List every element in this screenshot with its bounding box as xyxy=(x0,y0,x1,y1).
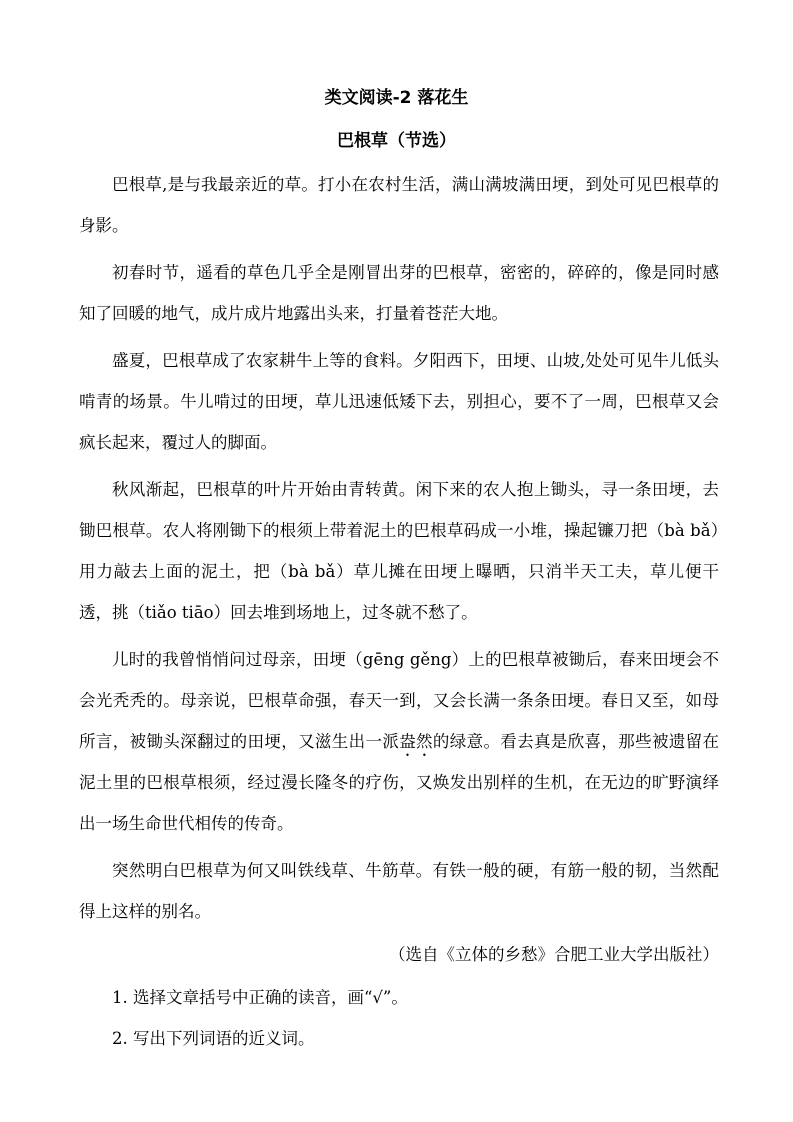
question-1: 1. 选择文章括号中正确的读音，画“√”。 xyxy=(112,988,408,1007)
paragraph-5 xyxy=(79,639,719,844)
paragraph-2: 初春时节，遥看的草色几乎全是刚冒出芽的巴根草，密密的，碎碎的，像是同时感知了回暖的地气，成片成片地露出头来，打量着苍茫大地。 xyxy=(79,263,719,323)
article-title: 巴根草（节选） xyxy=(337,131,456,151)
emphasized-word: 盎然 xyxy=(399,732,433,751)
question-2: 2. 写出下列词语的近义词。 xyxy=(112,1029,315,1048)
article-body xyxy=(79,164,719,1059)
paragraph-6: 突然明白巴根草为何又叫铁线草、牛筋草。有铁一般的硬，有筋一般的韧，当然配得上这样的别名。 xyxy=(79,861,719,921)
page-title: 类文阅读-2 落花生 xyxy=(324,88,469,108)
paragraph-4: 秋风渐起，巴根草的叶片开始由青转黄。闲下来的农人抱上锄头，寻一条田埂，去锄巴根草。农人将刚锄下的根须上带着泥土的巴根草码成一小堆，操起镰刀把（bà bǎ）用力敲去上面的泥土，把（bà bǎ）草儿摊在田埂上曝晒，只消半天工夫，草儿便干透，挑（tiǎo tiāo）回去堆到场地上，过冬就不愁了。 xyxy=(79,480,719,622)
paragraph-5-part-2: 的绿意。看去真是欣喜，那些被遗留在泥土里的巴根草根须，经过漫长隆冬的疗伤，又焕发出别样的生机，在无边的旷野演绎出一场生命世代相传的传奇。 xyxy=(79,732,720,833)
paragraph-1: 巴根草,是与我最亲近的草。打小在农村生活，满山满坡满田埂，到处可见巴根草的身影。 xyxy=(79,175,719,235)
source-citation: （选自《立体的乡愁》合肥工业大学出版社） xyxy=(389,945,719,964)
paragraph-3: 盛夏，巴根草成了农家耕牛上等的食料。夕阳西下，田埂、山坡,处处可见牛儿低头啃青的场景。牛儿啃过的田埂，草儿迅速低矮下去，别担心，要不了一周，巴根草又会疯长起来，覆过人的脚面。 xyxy=(79,351,719,452)
paragraph-5-part-1: 儿时的我曾悄悄问过母亲，田埂（gēng gěng）上的巴根草被锄后，春来田埂会不会光秃秃的。母亲说，巴根草命强，春天一到，又会长满一条条田埂。春日又至，如母所言，被锄头深翻过的田埂，又滋生出一派 xyxy=(79,650,719,751)
